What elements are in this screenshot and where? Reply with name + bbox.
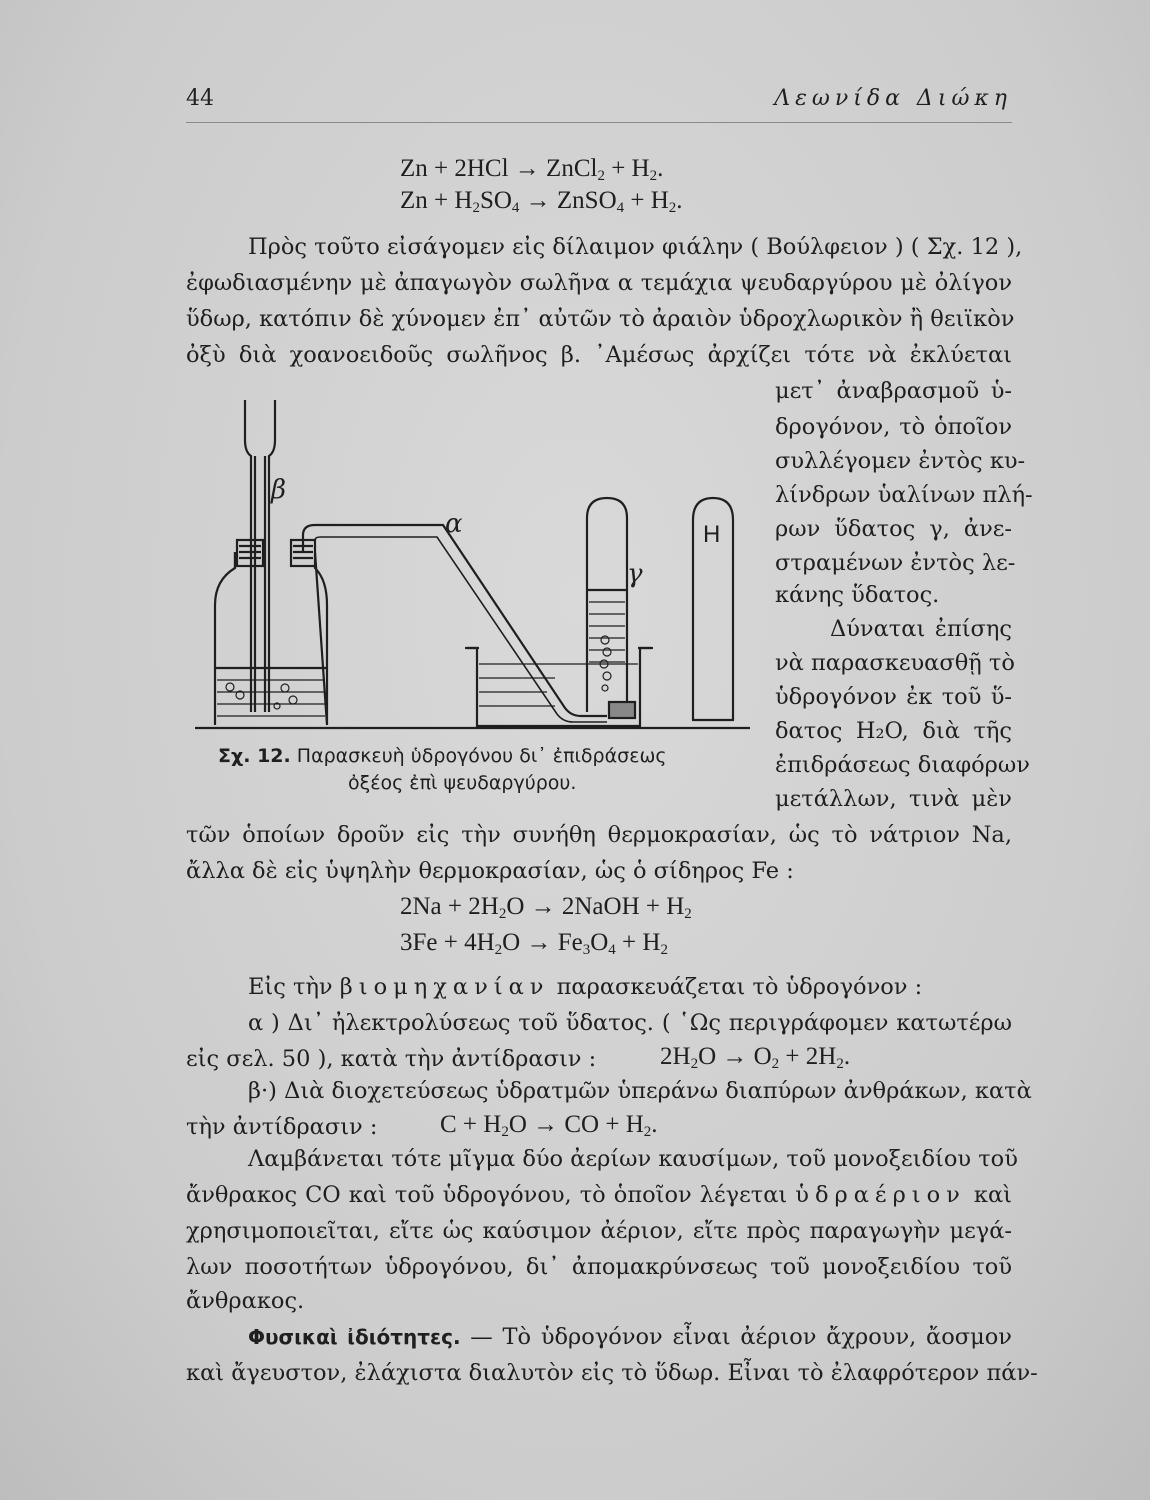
industry-b-line2: τὴν ἀντίδρασιν : (186, 1114, 378, 1140)
side-text-line: στραμένων ἐντὸς λε- (775, 550, 1016, 576)
equation-zn-hcl: Zn + 2HCl → ZnCl$_2$ + $H_2$. (400, 155, 664, 184)
header-rule (186, 122, 1012, 123)
para3-line: Λαμβάνεται τότε μῖγμα δύο ἀερίων καυσίμων, τοῦ μονοξειδίου τοῦ (248, 1146, 1018, 1172)
label-gamma: γ (627, 559, 643, 589)
para3-line: λων ποσοτήτων ὑδρογόνου, δι᾽ ἀπομακρύνσεως τοῦ μονοξειδίου τοῦ (186, 1254, 1012, 1280)
equation-fe-water: $3Fe + 4H_2O \to Fe_3O_4 + H_2$ (400, 929, 668, 958)
para3-line: ἄνθρακος CO καὶ τοῦ ὑδρογόνου, τὸ ὁποῖον λέγεται ὑδραέριον καὶ (186, 1182, 1012, 1208)
caption-line1: Παρασκευὴ ὑδρογόνου δι᾽ ἐπιδράσεως (296, 745, 667, 767)
equation-electrolysis: $2H_2O \to O_2 + 2H_2$. (660, 1043, 851, 1072)
para1-line: ὕδωρ, κατόπιν δὲ χύνομεν ἐπ᾽ αὐτῶν τὸ ἀραιὸν ὑδροχλωρικὸν ἢ θειϊκὸν (186, 306, 1015, 332)
side-text-line: δρογόνον, τὸ ὁποῖον (775, 414, 1012, 440)
caption-number: Σχ. 12. (218, 745, 291, 767)
physical-properties-line1: Φυσικαὶ ἰδιότητες. — Τὸ ὑδρογόνον εἶναι ἀέριον ἄχρουν, ἄοσμον (248, 1324, 1012, 1350)
side-text-line: μετ᾽ ἀναβρασμοῦ ὑ- (775, 378, 1012, 404)
side-text2-line: μετάλλων, τινὰ μὲν (775, 786, 1012, 812)
side-text-line: κάνης ὕδατος. (775, 582, 940, 608)
para1-line: ἐφωδιασμένην μὲ ἀπαγωγὸν σωλῆνα α τεμάχια ψευδαργύρου μὲ ὀλίγον (186, 270, 1012, 296)
side-text-line: ρων ὕδατος γ, ἀνε- (775, 516, 1012, 542)
caption-line2: ὀξέος ἐπὶ ψευδαργύρου. (348, 772, 577, 794)
page-number: 44 (186, 86, 214, 111)
delivery-tube-alpha (303, 525, 607, 716)
figure-caption (218, 745, 667, 767)
page-header (186, 86, 1012, 116)
equation-na-water: $2Na + 2H_2O$ → 2NaOH + $H_2$ (400, 893, 692, 922)
side-text2-line: δατος H₂O, διὰ τῆς (775, 718, 1012, 744)
industry-b-line1: β·) Διὰ διοχετεύσεως ὑδρατμῶν ὑπεράνω διαπύρων ἀνθράκων, κατὰ (248, 1078, 1032, 1104)
label-eta: H (703, 521, 721, 548)
cylinder-support-icon (609, 702, 635, 718)
side-text2-line: νὰ παρασκευασθῇ τὸ (775, 650, 1015, 676)
side-text-line: λίνδρων ὑαλίνων πλή- (775, 482, 1033, 508)
section-heading: Φυσικαὶ ἰδιότητες. (248, 1325, 461, 1349)
equation-water-gas: $C + H_2O$ → CO + $H_2$. (440, 1111, 658, 1140)
woulff-bottle (215, 552, 327, 725)
industry-a-line2: εἰς σελ. 50 ), κατὰ τὴν ἀντίδρασιν : (186, 1046, 597, 1072)
equation-zn-h2so4: $Zn + H_2SO_4$ → ZnSO$_4$ + $H_2$. (400, 187, 683, 216)
label-alpha: α (445, 509, 463, 539)
apparatus-figure (195, 390, 750, 735)
physical-properties-line2: καὶ ἄγευστον, ἐλάχιστα διαλυτὸν εἰς τὸ ὕδωρ. Εἶναι τὸ ἐλαφρότερον πάν- (186, 1360, 1038, 1386)
industry-intro: Εἰς τὴν βιομηχανίαν παρασκευάζεται τὸ ὑδρογόνον : (248, 974, 923, 1000)
running-head: Λεωνίδα Διώκη (774, 86, 1012, 111)
para3-line: ἄνθρακος. (186, 1288, 305, 1314)
industry-a-line1: α ) Δι᾽ ἠλεκτρολύσεως τοῦ ὕδατος. ( ῾Ως περιγράφομεν κατωτέρω (248, 1010, 1012, 1036)
para2-line: ἄλλα δὲ εἰς ὑψηλὴν θερμοκρασίαν, ὡς ὁ σίδηρος Fe : (186, 858, 794, 884)
side-text2-line: ἐπιδράσεως διαφόρων (775, 752, 1030, 778)
side-text2-line: ὑδρογόνον ἐκ τοῦ ὕ- (775, 684, 1012, 710)
para2-line: τῶν ὁποίων δροῦν εἰς τὴν συνήθη θερμοκρασίαν, ὡς τὸ νάτριον Na, (186, 822, 1012, 848)
para1-line: Πρὸς τοῦτο εἰσάγομεν εἰς δίλαιμον φιάλην ( Βούλφειον ) ( Σχ. 12 ), (248, 234, 1023, 260)
label-beta: β (271, 475, 287, 505)
para3-line: χρησιμοποιεῖται, εἴτε ὡς καύσιμον ἀέριον, εἴτε πρὸς παραγωγὴν μεγά- (186, 1218, 1012, 1244)
side-text2-line: Δύναται ἐπίσης (830, 616, 1012, 642)
side-text-line: συλλέγομεν ἐντὸς κυ- (775, 448, 1026, 474)
para1-line: ὀξὺ διὰ χοανοειδοῦς σωλῆνος β. ᾽Αμέσως ἀρχίζει τότε νὰ ἐκλύεται (186, 342, 1012, 368)
